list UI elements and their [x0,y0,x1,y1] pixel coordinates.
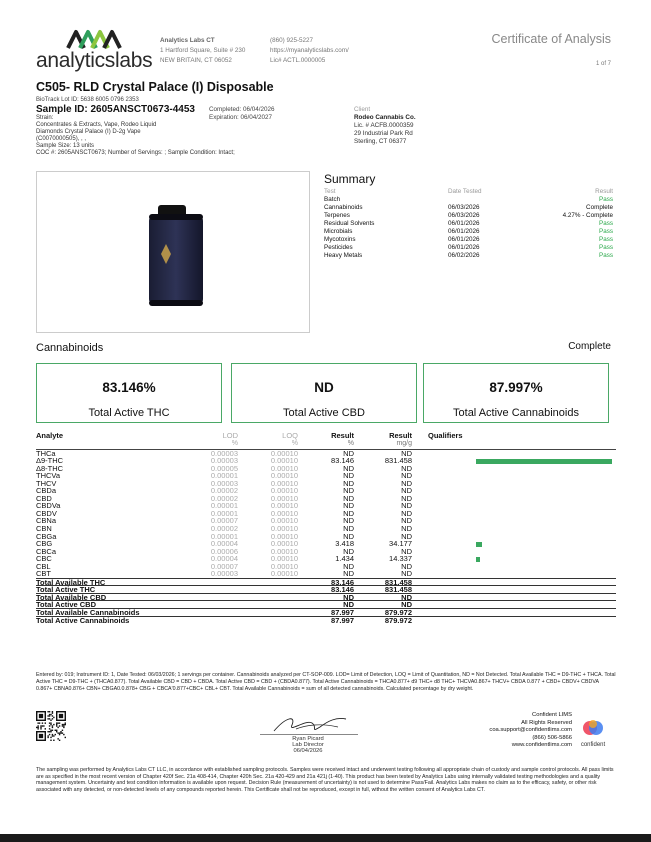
sample-details [36,115,235,157]
analyte-result-mg: ND [401,561,412,571]
analyte-result-pct: ND [343,531,354,541]
confident-rights: All Rights Reserved [521,719,572,726]
summary-test: Pesticides [324,244,353,251]
analyte-lod: 0.00001 [210,471,238,481]
cannabinoids-footnote: Entered by: 019; Instrument ID: 1, Date Tested: 06/03/2026; 1 servings per container. Cannabinoids analyzed per CT-SOP-009. LOD= Limit of Detection, LOQ = Limit of Quantitation, ND = Not Detected. Total Available THC = D9-THC + THCA. Total Active THC = D9-THC + (THCA0.877). Total Available CBD = CBD + CBDA. Total Active CBD = CBD + (CBDA0.877). Total Active Cannabinoids = THCA0.877+ d9 THC+ d8 THC+ THCVA0.867+ THCV+ CBDA 0.877 + CBD+ CBDV+ CBDVA 0.867+ CBNA0.876+ CBN+ CBGA0.0.878+ CBG + CBCA'0.877+CBC+ CBL+ CBT. Total Available Cannabinoids = sum of all detected cannabinoids. Calculated percentage by dry weight. [36,672,616,692]
analyte-lod: 0.00007 [210,516,238,526]
analyte-loq: 0.00010 [270,508,298,518]
summary-header-result: Result [595,188,613,195]
logo-text: analyticslabs [36,49,153,72]
summary-test: Batch [324,196,341,203]
lab-contact [270,36,349,66]
summary-test: Residual Solvents [324,220,375,227]
summary-header-row [324,188,613,196]
analyte-result-pct: 3.418 [335,539,354,549]
summary-test: Mycotoxins [324,236,356,243]
total-row [36,593,616,601]
total-active-cannabinoids-value: 87.997% [489,380,543,395]
analyte-result-pct: ND [343,493,354,503]
product-title: C505- RLD Crystal Palace (I) Disposable [36,80,274,94]
analyte-loq: 0.00010 [270,478,298,488]
header-result-mg: Result [389,431,412,440]
total-active-thc-box [36,363,222,423]
category: Concentrates & Extracts, Vape, Rodeo Liquid [36,122,157,128]
analyte-result-pct: 83.146 [331,456,354,466]
total-active-thc-label: Total Active THC [88,407,170,419]
client-address-1: 29 Industrial Park Rd [354,130,413,137]
total-result-pct: 87.997 [331,615,354,625]
unit-result-pct: % [347,440,354,447]
unit-result-mg: mg/g [396,440,412,447]
analyte-name: CBGa [36,531,57,541]
analyte-loq: 0.00010 [270,569,298,579]
analyte-loq: 0.00010 [270,546,298,556]
analyte-result-pct: ND [343,471,354,481]
analyte-row [36,450,616,458]
total-result-mg: 831.458 [384,585,412,595]
product-photo [36,171,310,333]
analyte-row [36,548,616,556]
total-active-cbd-label: Total Active CBD [283,407,365,419]
analyte-lod: 0.00002 [210,524,238,534]
summary-date: 06/03/2026 [448,204,480,211]
lab-license: Lic# ACTL.0000005 [270,57,326,64]
summary-row [324,196,613,204]
client-label: Client [354,106,371,113]
disclaimer: The sampling was performed by Analytics Labs CT LLC, in accordance with established sampling protocols. Samples were received intact and underwent testing following all appropriate chain of custody and sample control protocols. All pass limits are as specified in the most recent version of Chapter 420f Sec. 21a 408-414, Chapter 420h Sec. 21a 420-429 and 21a 421j (1-40). This product has been tested by Analytics Labs using internally validated testing methodologies and a quality management system. Uncertainty and test condition information is available upon request. Decision Rule (measurement of uncertainty) is not used to determine Pass/Fail. Analytics Labs makes no claim as to the efficacy, safety, or other risk associated with any detected, or non-detected levels of any compounds reported herein. This Certificate shall not be reproduced, except in full, without the written consent of Analytics Labs CT. [36,767,614,794]
confident-phone: (866) 506-5866 [532,734,572,741]
confident-logo-text: confident [580,741,606,748]
total-result-mg: 879.972 [384,608,412,618]
signatory-name: Ryan Picard [292,736,324,742]
summary-result: Pass [599,220,613,227]
analyte-lod: 0.00003 [210,569,238,579]
signatory-title: Lab Director [292,742,324,749]
total-result-pct: 83.146 [331,585,354,595]
analyte-result-pct: ND [343,508,354,518]
total-row [36,608,616,616]
lab-address-1: 1 Hartford Square, Suite # 230 [160,47,246,54]
analyte-name: THCV [36,478,57,488]
analyte-result-mg: ND [401,531,412,541]
analyte-rows [36,449,616,578]
analyte-name: Δ9-THC [36,456,64,466]
summary-test: Heavy Metals [324,252,363,259]
analyte-row [36,495,616,503]
summary-test: Terpenes [324,212,350,219]
analyte-row [36,570,616,578]
summary-date: 06/01/2026 [448,244,480,251]
analyte-lod: 0.00005 [210,463,238,473]
analyte-result-pct: ND [343,478,354,488]
description: Diamonds Crystal Palace (I) D-2g Vape [36,129,141,135]
total-result-pct: 83.146 [331,577,354,587]
analyte-result-mg: ND [401,493,412,503]
analyte-lod: 0.00007 [210,561,238,571]
summary-row [324,244,613,252]
summary-date: 06/01/2026 [448,236,480,243]
analyte-result-mg: ND [401,471,412,481]
qualifier-bar [476,557,480,562]
analyte-result-pct: ND [343,516,354,526]
header-loq: LOQ [282,431,298,440]
analyte-result-mg: 34.177 [389,539,412,549]
product-code: (C0070000505), , , [36,136,87,142]
total-active-cbd-value: ND [314,380,334,395]
lab-address-2: NEW BRITAIN, CT 06052 [160,57,232,64]
analyte-name: CBNa [36,516,57,526]
summary-result: Pass [599,196,613,203]
analyte-name: CBDa [36,486,57,496]
total-row [36,600,616,608]
analyte-loq: 0.00010 [270,448,298,458]
total-name: Total Active THC [36,585,96,595]
analyte-result-pct: ND [343,486,354,496]
total-rows [36,578,616,623]
analyte-row [36,472,616,480]
analyte-result-mg: ND [401,524,412,534]
summary-row [324,204,613,212]
analyte-name: THCVa [36,471,61,481]
summary-row [324,212,613,220]
total-row [36,616,616,624]
biotrack-lot-id: BioTrack Lot ID: 5638 6005 0796 2353 [36,97,139,103]
analyte-loq: 0.00010 [270,486,298,496]
analyte-row [36,487,616,495]
total-result-pct: 87.997 [331,608,354,618]
analyte-loq: 0.00010 [270,524,298,534]
lab-name: Analytics Labs CT [160,37,215,44]
lab-website[interactable]: https://myanalyticslabs.com/ [270,47,349,54]
total-active-cannabinoids-label: Total Active Cannabinoids [453,407,579,419]
lab-info [160,36,245,66]
client-address-2: Sterling, CT 06377 [354,138,407,145]
summary-date: 06/03/2026 [448,212,480,219]
total-result-mg: 879.972 [384,615,412,625]
analyte-units-row [36,440,616,448]
analyte-result-pct: ND [343,546,354,556]
analyte-lod: 0.00004 [210,554,238,564]
confident-name: Confident LIMS [532,712,572,718]
summary-date: 06/02/2026 [448,252,480,259]
total-active-cannabinoids-box [423,363,609,423]
analyte-name: Δ8-THC [36,463,64,473]
cannabinoids-title: Cannabinoids [36,342,104,354]
analyte-header-row [36,432,616,440]
total-result-pct: ND [343,592,354,602]
analyte-row [36,517,616,525]
summary-title: Summary [324,172,376,186]
analyte-result-mg: ND [401,448,412,458]
total-result-mg: ND [401,600,412,610]
total-result-mg: ND [401,592,412,602]
analyte-result-mg: ND [401,463,412,473]
analyte-lod: 0.00003 [210,456,238,466]
signatory [258,736,358,755]
analyte-name: CBD [36,493,52,503]
analyte-lod: 0.00002 [210,493,238,503]
total-row [36,578,616,586]
analyte-result-pct: 1.434 [335,554,354,564]
analyte-name: CBCa [36,546,57,556]
analyte-loq: 0.00010 [270,501,298,511]
confident-email[interactable]: coa.support@confidentlims.com [489,727,572,733]
total-name: Total Available Cannabinoids [36,608,140,618]
signature-date: 06/04/2026 [293,748,323,755]
logo-mark-icon [66,26,126,50]
sample-size: Sample Size: 13 units [36,143,95,149]
analyte-name: CBL [36,561,51,571]
expiration-date: Expiration: 06/04/2027 [209,114,273,121]
analyte-result-mg: ND [401,501,412,511]
summary-rows [324,196,613,260]
total-result-mg: 831.458 [384,577,412,587]
confident-info [462,712,572,750]
summary-header-date: Date Tested [448,188,482,195]
analyte-result-pct: ND [343,561,354,571]
analyte-loq: 0.00010 [270,463,298,473]
total-name: Total Available CBD [36,592,107,602]
analyte-row [36,525,616,533]
analyte-row [36,533,616,541]
analyte-result-mg: ND [401,516,412,526]
analyte-row [36,465,616,473]
analyte-lod: 0.00002 [210,486,238,496]
analyte-row [36,540,616,548]
header-result-pct: Result [331,431,354,440]
analyte-name: CBG [36,539,53,549]
analyte-loq: 0.00010 [270,531,298,541]
qualifier-bar [476,542,482,547]
analyte-row [36,480,616,488]
total-name: Total Active CBD [36,600,97,610]
analyte-row [36,555,616,563]
coc: COC #: 2605ANSCT0673; Number of Servings: ; Sample Condition: Intact; [36,150,235,156]
analyte-result-mg: ND [401,478,412,488]
summary-date: 06/01/2026 [448,228,480,235]
analyte-result-pct: ND [343,463,354,473]
analyte-result-mg: 14.337 [389,554,412,564]
analyte-loq: 0.00010 [270,539,298,549]
analyte-lod: 0.00001 [210,508,238,518]
analyte-lod: 0.00006 [210,546,238,556]
analyte-loq: 0.00010 [270,554,298,564]
summary-table [324,188,613,260]
summary-row [324,228,613,236]
total-name: Total Active Cannabinoids [36,615,130,625]
analyte-result-pct: ND [343,448,354,458]
summary-test: Cannabinoids [324,204,363,211]
total-row [36,585,616,593]
header-analyte: Analyte [36,431,64,440]
sample-id: Sample ID: 2605ANSCT0673-4453 [36,104,195,115]
unit-loq: % [291,440,298,447]
analyte-row [36,510,616,518]
summary-result: 4.27% - Complete [562,212,613,219]
confident-web[interactable]: www.confidentlims.com [511,742,572,748]
summary-header-test: Test [324,188,336,195]
analyte-result-mg: ND [401,546,412,556]
summary-row [324,236,613,244]
confident-logo [574,718,612,746]
document-title: Certificate of Analysis [491,32,611,46]
unit-lod: % [231,440,238,447]
analyte-result-pct: ND [343,569,354,579]
analyte-result-mg: ND [401,569,412,579]
strain: Strain: [36,115,54,121]
analyte-name: CBN [36,524,52,534]
page-number: 1 of 7 [595,61,611,67]
analyte-loq: 0.00010 [270,561,298,571]
total-result-pct: ND [343,600,354,610]
analyte-result-mg: ND [401,486,412,496]
client-license: Lic. # ACFB.0000359 [354,122,414,129]
summary-row [324,252,613,260]
vape-device-image [37,172,311,334]
signature-line [260,734,358,735]
total-name: Total Available THC [36,577,106,587]
client-name: Rodeo Cannabis Co. [354,114,416,121]
header-qualifiers: Qualifiers [428,431,463,440]
analyte-result-mg: ND [401,508,412,518]
cannabinoids-status: Complete [568,341,611,352]
analyte-row [36,563,616,571]
analyte-name: THCa [36,448,56,458]
lab-phone: (860) 925-5227 [270,37,314,44]
summary-result: Pass [599,244,613,251]
total-active-cbd-box [231,363,417,423]
summary-test: Microbials [324,228,353,235]
analyte-loq: 0.00010 [270,471,298,481]
analyte-result-pct: ND [343,501,354,511]
client-info [354,106,416,146]
analyte-lod: 0.00004 [210,539,238,549]
summary-result: Pass [599,228,613,235]
summary-result: Complete [586,204,613,211]
analyte-lod: 0.00001 [210,501,238,511]
analyte-result-mg: 831.458 [384,456,412,466]
confident-logo-icon [574,718,612,738]
analyte-result-pct: ND [343,524,354,534]
summary-result: Pass [599,252,613,259]
analyte-lod: 0.00001 [210,531,238,541]
summary-row [324,220,613,228]
analyte-table [36,432,616,623]
qualifier-bar [476,459,612,464]
analyte-lod: 0.00003 [210,478,238,488]
bottom-bar [0,834,651,842]
analyte-name: CBC [36,554,52,564]
total-active-thc-value: 83.146% [102,380,156,395]
analyte-name: CBDV [36,508,57,518]
analyte-loq: 0.00010 [270,456,298,466]
analyte-row [36,502,616,510]
analyte-name: CBDVa [36,501,61,511]
completed-date: Completed: 06/04/2026 [209,106,275,113]
analyte-lod: 0.00003 [210,448,238,458]
analyte-loq: 0.00010 [270,493,298,503]
analytics-labs-logo [36,20,156,75]
analyte-name: CBT [36,569,51,579]
summary-date: 06/01/2026 [448,220,480,227]
qr-code-icon [36,711,66,741]
analyte-loq: 0.00010 [270,516,298,526]
summary-result: Pass [599,236,613,243]
header-lod: LOD [222,431,238,440]
analyte-row [36,457,616,465]
